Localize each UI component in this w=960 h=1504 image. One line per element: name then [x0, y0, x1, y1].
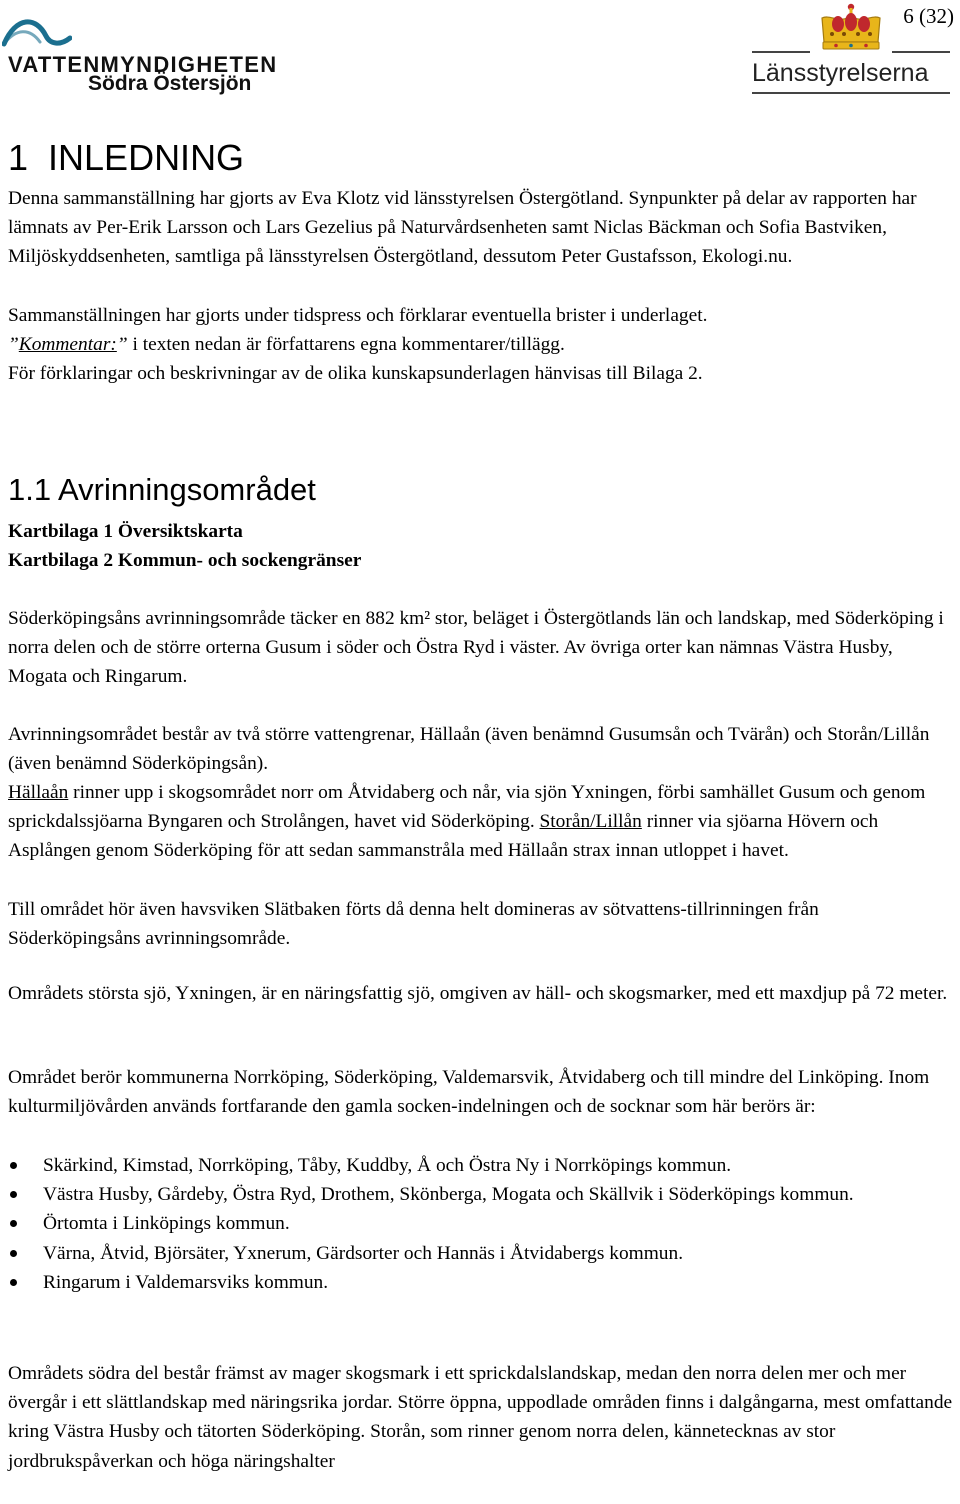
- map-references: [8, 517, 953, 575]
- section-number: 1: [8, 137, 29, 178]
- paragraph-kommuner: Området berör kommunerna Norrköping, Söderköping, Valdemarsvik, Åtvidaberg och till mindre del Linköping. Inom kulturmiljövården används fortfarande den gamla socken-indelningen och de socknar som här berörs är:: [8, 1067, 930, 1118]
- list-item: Västra Husby, Gårdeby, Östra Ryd, Drothem, Skönberga, Mogata och Skällvik i Söderköpings kommun.: [8, 1180, 953, 1209]
- kommentar-label: Kommentar:: [18, 334, 117, 355]
- logo-rule-right: [892, 51, 950, 53]
- crown-icon: [818, 2, 884, 54]
- term-storan-lillan: Storån/Lillån: [539, 811, 642, 833]
- list-item: Örtomta i Linköpings kommun.: [8, 1209, 953, 1238]
- kommentar-text: i texten nedan är författarens egna kommentarer/tillägg.: [127, 334, 565, 355]
- section-heading-1: [8, 136, 244, 180]
- quote-close: ”: [116, 334, 128, 355]
- paragraph-tidspress: Sammanställningen har gjorts under tidspress och förklarar eventuella brister i underlaget.: [8, 305, 708, 326]
- term-hallaan: Hällaån: [8, 782, 69, 803]
- subsection-title: Avrinningsområdet: [58, 472, 316, 507]
- org-left-line2: Södra Östersjön: [88, 72, 252, 95]
- logo-rule-left: [752, 51, 810, 53]
- section-heading-1-1: [8, 470, 316, 510]
- section-title: INLEDNING: [48, 137, 245, 178]
- page-number: 6 (32): [903, 4, 954, 28]
- list-item: Värna, Åtvid, Björsäter, Yxnerum, Gärdsorter och Hannäs i Åtvidabergs kommun.: [8, 1239, 953, 1268]
- quote-open: ”: [8, 334, 19, 355]
- logo-rule-bottom: [752, 92, 950, 94]
- text-hallaan: rinner upp i skogsområdet norr om Åtvidaberg och når, via sjön Yxningen, förbi samhället Gusum och genom sprickdalssjöarna Byngaren och Strolången, havet vid Söderköping.: [8, 782, 926, 833]
- socken-list: [8, 1151, 953, 1297]
- vattenmyndigheten-logo-icon: [2, 14, 72, 54]
- list-item: Skärkind, Kimstad, Norrköping, Tåby, Kuddby, Å och Östra Ny i Norrköpings kommun.: [8, 1151, 953, 1180]
- kartbilaga-1: Kartbilaga 1 Översiktskarta: [8, 521, 243, 542]
- org-left-line1: VATTENMYNDIGHETEN: [8, 52, 278, 77]
- kartbilaga-2: Kartbilaga 2 Kommun- och sockengränser: [8, 550, 362, 572]
- paragraph-landscape: Områdets södra del består främst av mager skogsmark i ett sprickdalslandskap, medan den norra delen mer och mer övergår i ett slättlandskap med näringsrika jordar. Större öppna, uppodlade områden finns i dalgångarna, mest omfattande kring Västra Husby och tätorten Söderköping. Storån, som rinner genom norra delen, kännetecknas av stor jordbrukspåverkan och höga näringshalter: [8, 1363, 953, 1472]
- paragraph-bilaga: För förklaringar och beskrivningar av de olika kunskapsunderlagen hänvisas till Bilaga 2.: [8, 363, 703, 384]
- subsection-number: 1.1: [8, 472, 52, 507]
- paragraph-area: Söderköpingsåns avrinningsområde täcker en 882 km² stor, beläget i Östergötlands län och landskap, med Söderköping i norra delen och de större orterna Gusum i söder och Östra Ryd i väster. Av övriga orter kan nämnas Västra Husby, Mogata och Ringarum.: [8, 608, 944, 688]
- paragraph-slatbaken: Till området hör även havsviken Slätbaken förts då denna helt domineras av sötvattens-tillrinningen från Söderköpingsåns avrinningsområde.: [8, 899, 819, 950]
- list-item: Ringarum i Valdemarsviks kommun.: [8, 1268, 953, 1297]
- paragraph-vattengrenar: Avrinningsområdet består av två större vattengrenar, Hällaån (även benämnd Gusumsån och Tvärån) och Storån/Lillån (även benämnd Söderköpingsån).: [8, 724, 930, 775]
- org-right-name: Länsstyrelserna: [752, 59, 929, 87]
- paragraph-yxningen: Områdets största sjö, Yxningen, är en näringsfattig sjö, omgiven av häll- och skogsmarker, med ett maxdjup på 72 meter.: [8, 983, 948, 1004]
- text-storan-lillan: rinner via sjöarna Hövern och Asplången genom Söderköping för att sedan sammanstråla med Hällaån strax innan utloppet i havet.: [8, 811, 879, 862]
- paragraph-intro: Denna sammanställning har gjorts av Eva Klotz vid länsstyrelsen Östergötland. Synpunkter på delar av rapporten har lämnats av Per-Erik Larsson och Lars Gezelius på Naturvårdsenheten samt Niclas Bäckman och Sofia Bastviken, Miljöskyddsenheten, samtliga på länsstyrelsen Östergötland, dessutom Peter Gustafsson, Ekologi.nu.: [8, 188, 917, 268]
- paragraph-rivers: [8, 778, 953, 866]
- paragraph-kommentar: [8, 330, 953, 359]
